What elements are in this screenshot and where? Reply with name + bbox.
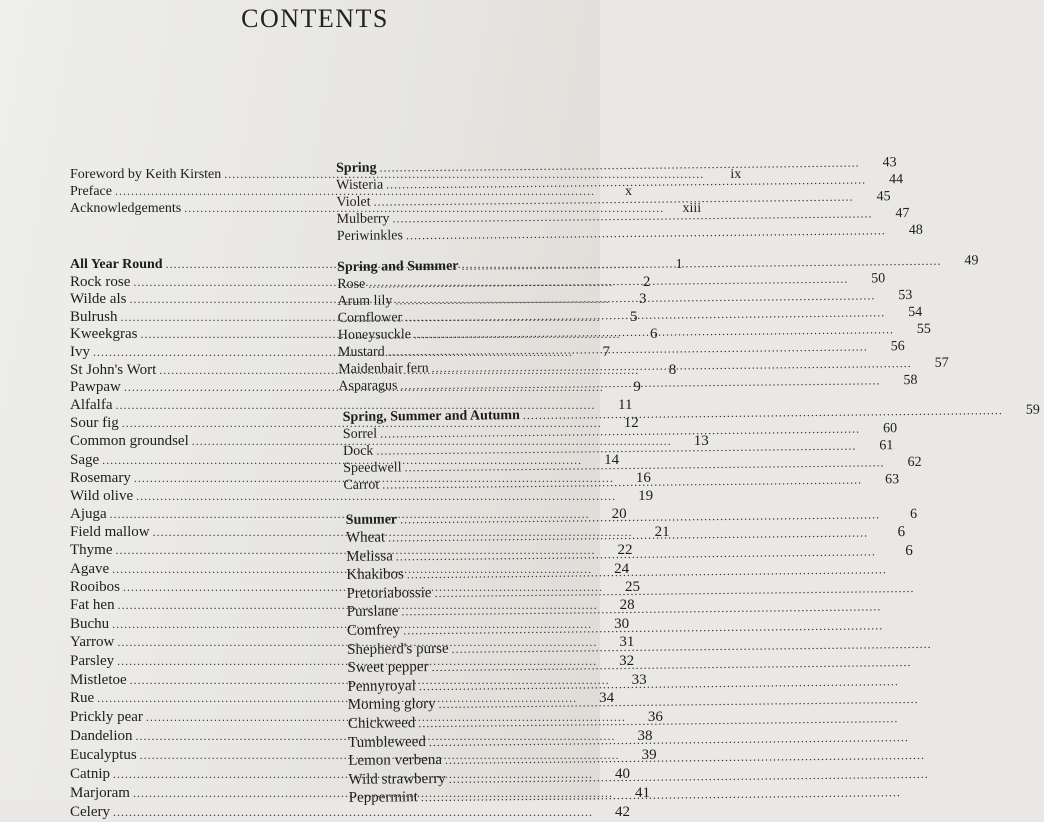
right-column [336, 157, 615, 822]
toc-entry-page-number: ix [707, 167, 741, 183]
toc-entry [70, 784, 310, 803]
toc-entry-label: Common groundsel [70, 433, 189, 451]
toc-entry-page-number: 5 [604, 309, 638, 327]
toc-entry-label: Melissa [346, 547, 393, 566]
section-heading [70, 255, 310, 274]
toc-entry-page-number: 7 [576, 344, 610, 362]
toc-entry-label: Dock [343, 444, 373, 460]
toc-entry [70, 727, 310, 746]
toc-entry-label: Maidenhair fern [338, 361, 429, 378]
toc-entry [70, 344, 310, 362]
toc-entry [70, 505, 310, 523]
toc-entry [70, 578, 310, 596]
toc-entry [70, 671, 310, 690]
toc-entry-page-number: 21 [636, 523, 670, 541]
toc-entry-page-number: xiii [667, 201, 701, 217]
toc-entry-page-number: 6 [871, 523, 905, 542]
toc-entry-label: Carrot [343, 478, 379, 494]
toc-entry-page-number: 6 [623, 326, 657, 344]
toc-entry-page-number: 24 [595, 560, 629, 578]
toc-entry-label: Acknowledgements [70, 201, 181, 217]
toc-entry-label: Parsley [70, 652, 114, 671]
toc-entry-label: Pretoriabossie [346, 584, 431, 603]
toc-entry-label: Wheat [346, 529, 385, 548]
toc-entry-page-number: 9 [607, 379, 641, 397]
toc-entry-label: Speedwell [343, 460, 401, 477]
toc-entry-label: Asparagus [338, 378, 397, 395]
toc-entry-label: Pawpaw [70, 379, 121, 397]
section-heading-label: Spring and Summer [337, 259, 459, 276]
toc-entry-label: Comfrey [347, 621, 401, 640]
toc-entry-page-number: 39 [623, 746, 657, 765]
toc-entry-page-number: 11 [598, 397, 632, 415]
toc-entry-label: Purslane [347, 603, 399, 622]
toc-entry-label: Chickweed [348, 714, 416, 733]
toc-entry-label: Foreword by Keith Kirsten [70, 167, 221, 183]
toc-entry-label: Peppermint [349, 788, 418, 807]
toc-entry-label: Shepherd's purse [347, 639, 449, 659]
toc-entry-page-number: 41 [616, 784, 650, 803]
toc-entry-label: Ivy [70, 344, 90, 362]
toc-entry-label: Kweekgras [70, 326, 137, 344]
toc-entry-label: Buchu [70, 615, 109, 634]
toc-entry [70, 541, 310, 559]
toc-entry-label: Rosemary [70, 469, 131, 487]
toc-entry [70, 274, 310, 291]
section-heading-label: Summer [346, 512, 397, 529]
toc-entry-label: Yarrow [70, 633, 114, 652]
toc-entry-page-number: 58 [883, 373, 917, 389]
toc-entry-label: Periwinkles [337, 228, 403, 245]
toc-section [343, 406, 612, 494]
toc-entry-label: Tumbleweed [348, 733, 426, 752]
toc-entry-page-number: 2 [616, 274, 650, 291]
toc-entry-page-number: 63 [865, 472, 899, 488]
dot-leader [523, 402, 1003, 423]
toc-entry [70, 523, 310, 541]
toc-entry-page-number: 16 [617, 469, 651, 487]
toc-entry [70, 397, 310, 415]
toc-entry-page-number: 54 [888, 305, 922, 321]
toc-entry [70, 469, 310, 487]
toc-entry [343, 474, 611, 494]
toc-entry-page-number: 8 [642, 362, 676, 380]
toc-entry-label: Celery [70, 803, 110, 822]
toc-section [346, 509, 615, 808]
toc-entry-label: Wisteria [336, 178, 383, 194]
toc-entry-label: Rooibos [70, 578, 120, 596]
toc-entry-label: Morning glory [348, 695, 436, 715]
toc-entry [70, 362, 310, 380]
toc-entry-page-number: 6 [879, 542, 913, 561]
toc-entry [70, 765, 310, 784]
toc-entry-page-number: 12 [605, 415, 639, 433]
toc-entry-label: Pennyroyal [347, 677, 416, 696]
toc-entry [70, 200, 310, 217]
toc-entry-label: Alfalfa [70, 397, 112, 415]
toc-entry [70, 433, 310, 451]
section-heading-label: All Year Round [70, 256, 163, 274]
front-matter-list [70, 166, 310, 217]
toc-entry-page-number: 45 [856, 189, 890, 205]
toc-entry-label: Sage [70, 451, 99, 469]
toc-entry-page-number: 13 [675, 433, 709, 451]
toc-entry [70, 708, 310, 727]
page-title: CONTENTS [0, 4, 630, 34]
toc-entry-label: Mistletoe [70, 671, 127, 690]
toc-entry-page-number: 33 [613, 671, 647, 690]
toc-entry-page-number: 32 [600, 652, 634, 671]
toc-entry-page-number: 20 [593, 505, 627, 523]
all-year-round-section [70, 255, 310, 822]
toc-entry-label: Ajuga [70, 505, 107, 523]
toc-entry-label: Preface [70, 184, 112, 200]
toc-entry-page-number: 3 [612, 291, 646, 308]
toc-entry-page-number: 57 [915, 356, 949, 372]
toc-entry-page-number: 44 [869, 172, 903, 188]
toc-entry-label: Cornflower [338, 310, 403, 327]
toc-entry [70, 633, 310, 652]
toc-entry-label: Fat hen [70, 596, 115, 614]
toc-section [337, 256, 610, 395]
toc-entry-page-number: 31 [600, 633, 634, 652]
toc-entry-page-number: 30 [595, 615, 629, 634]
toc-entry [70, 487, 310, 505]
toc-entry [349, 786, 615, 807]
toc-entry-page-number: 53 [878, 288, 912, 304]
toc-entry-page-number: 38 [618, 727, 652, 746]
section-heading-page-number: 59 [1006, 403, 1040, 419]
toc-entry-label: Sweet pepper [347, 658, 428, 677]
toc-entry [70, 415, 310, 433]
toc-entry [70, 166, 310, 183]
toc-entry-label: Sorrel [343, 427, 377, 443]
toc-entry-label: Sour fig [70, 415, 119, 433]
toc-entry [70, 183, 310, 200]
toc-entry-page-number: 22 [599, 541, 633, 559]
toc-entry [337, 225, 609, 245]
toc-entry-page-number: 19 [619, 487, 653, 505]
toc-entry-page-number: 42 [596, 803, 630, 822]
toc-entry-label: Eucalyptus [70, 746, 137, 765]
toc-entry-label: Lemon verbena [348, 751, 442, 771]
toc-entry [70, 689, 310, 708]
toc-entry-label: Honeysuckle [338, 327, 411, 344]
toc-entry [338, 375, 610, 395]
toc-entry-label: Rock rose [70, 274, 130, 291]
section-heading-page-number: 43 [862, 155, 896, 171]
toc-entry-label: Bulrush [70, 309, 118, 327]
toc-entry-label: Mustard [338, 345, 385, 361]
toc-entry-page-number: 34 [580, 689, 614, 708]
toc-entry-label: Wild strawberry [348, 770, 445, 790]
toc-entry [70, 560, 310, 578]
toc-entry-label: Thyme [70, 541, 113, 559]
toc-entry [70, 803, 310, 822]
toc-entry-label: Field mallow [70, 523, 150, 541]
toc-entry [70, 451, 310, 469]
toc-entry-page-number: 50 [851, 271, 885, 287]
toc-section [336, 157, 609, 245]
toc-entry [70, 291, 310, 308]
toc-entry-page-number: 61 [859, 438, 893, 454]
toc-entry-label: Catnip [70, 765, 110, 784]
toc-entry-page-number: 47 [875, 206, 909, 222]
toc-entry-page-number: 55 [897, 322, 931, 338]
toc-entry-page-number: 62 [887, 455, 921, 471]
toc-entry-page-number: 14 [585, 451, 619, 469]
toc-entry-page-number: 60 [863, 421, 897, 437]
toc-entry-label: Prickly pear [70, 708, 143, 727]
toc-entry-page-number: 36 [629, 708, 663, 727]
toc-entry [70, 596, 310, 614]
toc-entry-page-number: 48 [889, 223, 923, 239]
toc-entry-label: Dandelion [70, 727, 132, 746]
toc-entry-page-number: 25 [606, 578, 640, 596]
toc-entry [70, 309, 310, 327]
toc-entry-label: Wilde als [70, 291, 126, 308]
toc-entry-label: Violet [336, 195, 370, 211]
section-heading-page-number: 49 [944, 253, 978, 269]
section-heading-page-number: 1 [649, 256, 683, 274]
toc-entry-label: Mulberry [337, 211, 390, 228]
toc-entry-label: Arum lily [337, 293, 392, 310]
toc-entry-label: Rose [337, 277, 365, 293]
dot-leader [421, 783, 901, 807]
toc-entry [70, 615, 310, 634]
toc-entry-page-number: x [598, 184, 632, 200]
section-heading-page-number: 6 [883, 507, 917, 523]
section-heading-label: Spring [336, 161, 377, 177]
toc-entry-label: Rue [70, 689, 94, 708]
toc-entry-label: Khakibos [346, 566, 404, 585]
toc-entry [70, 652, 310, 671]
toc-entry-page-number: 28 [601, 596, 635, 614]
toc-entry [70, 379, 310, 397]
left-column [70, 166, 310, 822]
toc-entry-page-number: 40 [596, 765, 630, 784]
section-heading-label: Spring, Summer and Autumn [343, 408, 520, 426]
toc-entry [70, 326, 310, 344]
toc-entry-label: St John's Wort [70, 362, 156, 380]
toc-entry-label: Agave [70, 560, 109, 578]
toc-entry [70, 746, 310, 765]
toc-entry-page-number: 56 [871, 339, 905, 355]
toc-entry-label: Wild olive [70, 487, 133, 505]
toc-entry-label: Marjoram [70, 784, 130, 803]
